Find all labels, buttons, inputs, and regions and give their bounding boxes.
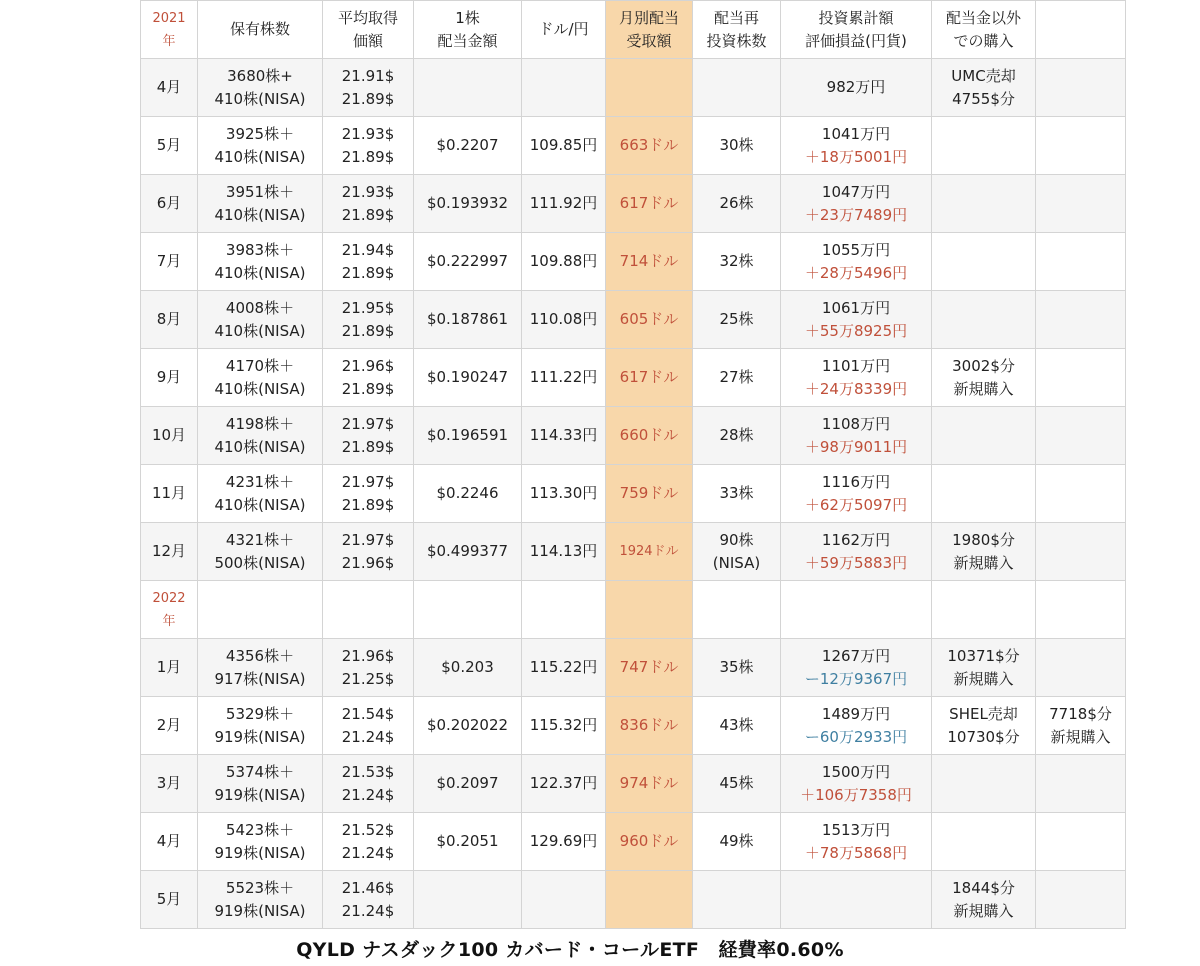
reinvest-cell: 35株 [693, 639, 781, 697]
month-cell: 6月 [141, 175, 198, 233]
rate-cell: 122.37円 [522, 755, 606, 813]
other-buy-cell [932, 465, 1036, 523]
other-buy-cell [932, 291, 1036, 349]
reinvest-cell: 27株 [693, 349, 781, 407]
rate-cell: 111.92円 [522, 175, 606, 233]
empty-cell [414, 581, 522, 639]
header-row [141, 1, 1126, 59]
div-per-share-cell: $0.2051 [414, 813, 522, 871]
empty-cell [1036, 581, 1126, 639]
avg-cost-cell: 21.96$ 21.89$ [323, 349, 414, 407]
month-cell: 3月 [141, 755, 198, 813]
monthly-div-cell: 974ドル [606, 755, 693, 813]
year-row-2022 [141, 581, 1126, 639]
reinvest-cell [693, 59, 781, 117]
extra-buy-cell [1036, 813, 1126, 871]
monthly-div-cell: 714ドル [606, 233, 693, 291]
avg-cost-cell: 21.95$ 21.89$ [323, 291, 414, 349]
monthly-div-cell [606, 871, 693, 929]
shares-cell: 4356株＋ 917株(NISA) [198, 639, 323, 697]
empty-cell [522, 581, 606, 639]
div-per-share-cell: $0.193932 [414, 175, 522, 233]
table-row [141, 59, 1126, 117]
extra-buy-cell [1036, 291, 1126, 349]
avg-cost-cell: 21.52$ 21.24$ [323, 813, 414, 871]
other-buy-cell [932, 755, 1036, 813]
month-cell: 5月 [141, 117, 198, 175]
avg-cost-cell: 21.97$ 21.96$ [323, 523, 414, 581]
other-buy-cell: 10371$分 新規購入 [932, 639, 1036, 697]
month-cell: 5月 [141, 871, 198, 929]
reinvest-cell: 28株 [693, 407, 781, 465]
other-buy-cell: UMC売却 4755$分 [932, 59, 1036, 117]
avg-cost-cell: 21.97$ 21.89$ [323, 407, 414, 465]
div-per-share-cell [414, 59, 522, 117]
extra-buy-cell [1036, 175, 1126, 233]
rate-cell: 109.88円 [522, 233, 606, 291]
header-reinvest: 配当再 投資株数 [693, 1, 781, 59]
monthly-div-cell: 617ドル [606, 175, 693, 233]
rate-cell [522, 871, 606, 929]
month-cell: 4月 [141, 813, 198, 871]
avg-cost-cell: 21.91$ 21.89$ [323, 59, 414, 117]
invest-total-cell: 1489万円 ー60万2933円 [781, 697, 932, 755]
monthly-div-cell [606, 59, 693, 117]
monthly-div-cell: 617ドル [606, 349, 693, 407]
rate-cell: 129.69円 [522, 813, 606, 871]
reinvest-cell [693, 871, 781, 929]
monthly-div-cell: 960ドル [606, 813, 693, 871]
invest-total-cell: 1041万円 ＋18万5001円 [781, 117, 932, 175]
div-per-share-cell: $0.499377 [414, 523, 522, 581]
invest-total-cell: 1101万円 ＋24万8339円 [781, 349, 932, 407]
div-per-share-cell: $0.187861 [414, 291, 522, 349]
table-row [141, 349, 1126, 407]
rate-cell: 110.08円 [522, 291, 606, 349]
shares-cell: 3951株＋ 410株(NISA) [198, 175, 323, 233]
empty-cell [323, 581, 414, 639]
monthly-div-cell: 660ドル [606, 407, 693, 465]
other-buy-cell: 1844$分 新規購入 [932, 871, 1036, 929]
reinvest-cell: 30株 [693, 117, 781, 175]
reinvest-cell: 90株 (NISA) [693, 523, 781, 581]
div-per-share-cell [414, 871, 522, 929]
table-row [141, 755, 1126, 813]
extra-buy-cell [1036, 639, 1126, 697]
empty-cell [693, 581, 781, 639]
header-avg-cost: 平均取得 価額 [323, 1, 414, 59]
div-per-share-cell: $0.2097 [414, 755, 522, 813]
rate-cell: 114.13円 [522, 523, 606, 581]
extra-buy-cell [1036, 233, 1126, 291]
table-row [141, 871, 1126, 929]
empty-cell [198, 581, 323, 639]
other-buy-cell [932, 233, 1036, 291]
invest-total-cell: 1513万円 ＋78万5868円 [781, 813, 932, 871]
month-cell: 4月 [141, 59, 198, 117]
monthly-div-cell: 836ドル [606, 697, 693, 755]
avg-cost-cell: 21.93$ 21.89$ [323, 175, 414, 233]
table-row [141, 407, 1126, 465]
month-cell: 12月 [141, 523, 198, 581]
extra-buy-cell [1036, 523, 1126, 581]
invest-total-cell: 1500万円 ＋106万7358円 [781, 755, 932, 813]
other-buy-cell [932, 407, 1036, 465]
reinvest-cell: 45株 [693, 755, 781, 813]
invest-total-cell: 1162万円 ＋59万5883円 [781, 523, 932, 581]
table-row [141, 175, 1126, 233]
month-cell: 9月 [141, 349, 198, 407]
extra-buy-cell [1036, 755, 1126, 813]
extra-buy-cell [1036, 349, 1126, 407]
month-cell: 10月 [141, 407, 198, 465]
extra-buy-cell [1036, 465, 1126, 523]
other-buy-cell [932, 175, 1036, 233]
avg-cost-cell: 21.94$ 21.89$ [323, 233, 414, 291]
table-row [141, 639, 1126, 697]
extra-buy-cell [1036, 407, 1126, 465]
shares-cell: 3983株＋ 410株(NISA) [198, 233, 323, 291]
year-cell: 2022 年 [141, 581, 198, 639]
reinvest-cell: 25株 [693, 291, 781, 349]
invest-total-cell: 1055万円 ＋28万5496円 [781, 233, 932, 291]
invest-total-cell [781, 871, 932, 929]
invest-total-cell: 1061万円 ＋55万8925円 [781, 291, 932, 349]
extra-buy-cell [1036, 117, 1126, 175]
invest-total-cell: 1047万円 ＋23万7489円 [781, 175, 932, 233]
rate-cell: 111.22円 [522, 349, 606, 407]
shares-cell: 5423株＋ 919株(NISA) [198, 813, 323, 871]
shares-cell: 4170株＋ 410株(NISA) [198, 349, 323, 407]
monthly-div-cell: 1924ドル [606, 523, 693, 581]
other-buy-cell: SHEL売却 10730$分 [932, 697, 1036, 755]
month-cell: 8月 [141, 291, 198, 349]
avg-cost-cell: 21.97$ 21.89$ [323, 465, 414, 523]
month-cell: 1月 [141, 639, 198, 697]
month-cell: 2月 [141, 697, 198, 755]
empty-cell [781, 581, 932, 639]
reinvest-cell: 43株 [693, 697, 781, 755]
reinvest-cell: 49株 [693, 813, 781, 871]
div-per-share-cell: $0.2207 [414, 117, 522, 175]
table-row [141, 291, 1126, 349]
header-invest-total: 投資累計額 評価損益(円貨) [781, 1, 932, 59]
month-cell: 7月 [141, 233, 198, 291]
header-monthly-div: 月別配当 受取額 [606, 1, 693, 59]
avg-cost-cell: 21.46$ 21.24$ [323, 871, 414, 929]
div-per-share-cell: $0.222997 [414, 233, 522, 291]
table-row [141, 233, 1126, 291]
table-row [141, 465, 1126, 523]
shares-cell: 4231株＋ 410株(NISA) [198, 465, 323, 523]
header-shares: 保有株数 [198, 1, 323, 59]
other-buy-cell [932, 813, 1036, 871]
table-row [141, 697, 1126, 755]
rate-cell: 113.30円 [522, 465, 606, 523]
monthly-div-cell: 663ドル [606, 117, 693, 175]
invest-total-cell: 1116万円 ＋62万5097円 [781, 465, 932, 523]
header-other-buy: 配当金以外 での購入 [932, 1, 1036, 59]
header-div-per-share: 1株 配当金額 [414, 1, 522, 59]
div-per-share-cell: $0.203 [414, 639, 522, 697]
avg-cost-cell: 21.96$ 21.25$ [323, 639, 414, 697]
invest-total-cell: 1108万円 ＋98万9011円 [781, 407, 932, 465]
rate-cell: 109.85円 [522, 117, 606, 175]
shares-cell: 5523株＋ 919株(NISA) [198, 871, 323, 929]
month-cell: 11月 [141, 465, 198, 523]
extra-buy-cell [1036, 59, 1126, 117]
shares-cell: 3925株＋ 410株(NISA) [198, 117, 323, 175]
table-row [141, 117, 1126, 175]
shares-cell: 4321株＋ 500株(NISA) [198, 523, 323, 581]
shares-cell: 4008株＋ 410株(NISA) [198, 291, 323, 349]
header-extra [1036, 1, 1126, 59]
reinvest-cell: 32株 [693, 233, 781, 291]
avg-cost-cell: 21.93$ 21.89$ [323, 117, 414, 175]
rate-cell: 114.33円 [522, 407, 606, 465]
header-year: 2021 年 [141, 1, 198, 59]
other-buy-cell [932, 117, 1036, 175]
header-rate: ドル/円 [522, 1, 606, 59]
caption: QYLD ナスダック100 カバード・コールETF 経費率0.60% [296, 939, 844, 961]
monthly-div-cell: 605ドル [606, 291, 693, 349]
shares-cell: 5329株＋ 919株(NISA) [198, 697, 323, 755]
monthly-div-cell: 747ドル [606, 639, 693, 697]
monthly-div-cell: 759ドル [606, 465, 693, 523]
div-per-share-cell: $0.196591 [414, 407, 522, 465]
rate-cell: 115.32円 [522, 697, 606, 755]
rate-cell [522, 59, 606, 117]
other-buy-cell: 1980$分 新規購入 [932, 523, 1036, 581]
avg-cost-cell: 21.53$ 21.24$ [323, 755, 414, 813]
extra-buy-cell [1036, 871, 1126, 929]
invest-total-cell: 1267万円 ー12万9367円 [781, 639, 932, 697]
shares-cell: 4198株＋ 410株(NISA) [198, 407, 323, 465]
dividend-table [140, 0, 1126, 929]
invest-total-cell: 982万円 [781, 59, 932, 117]
div-per-share-cell: $0.2246 [414, 465, 522, 523]
avg-cost-cell: 21.54$ 21.24$ [323, 697, 414, 755]
reinvest-cell: 26株 [693, 175, 781, 233]
div-per-share-cell: $0.190247 [414, 349, 522, 407]
shares-cell: 3680株+ 410株(NISA) [198, 59, 323, 117]
table-row [141, 813, 1126, 871]
reinvest-cell: 33株 [693, 465, 781, 523]
table-row [141, 523, 1126, 581]
empty-cell [932, 581, 1036, 639]
div-per-share-cell: $0.202022 [414, 697, 522, 755]
other-buy-cell: 3002$分 新規購入 [932, 349, 1036, 407]
shares-cell: 5374株＋ 919株(NISA) [198, 755, 323, 813]
empty-cell [606, 581, 693, 639]
extra-buy-cell: 7718$分 新規購入 [1036, 697, 1126, 755]
rate-cell: 115.22円 [522, 639, 606, 697]
